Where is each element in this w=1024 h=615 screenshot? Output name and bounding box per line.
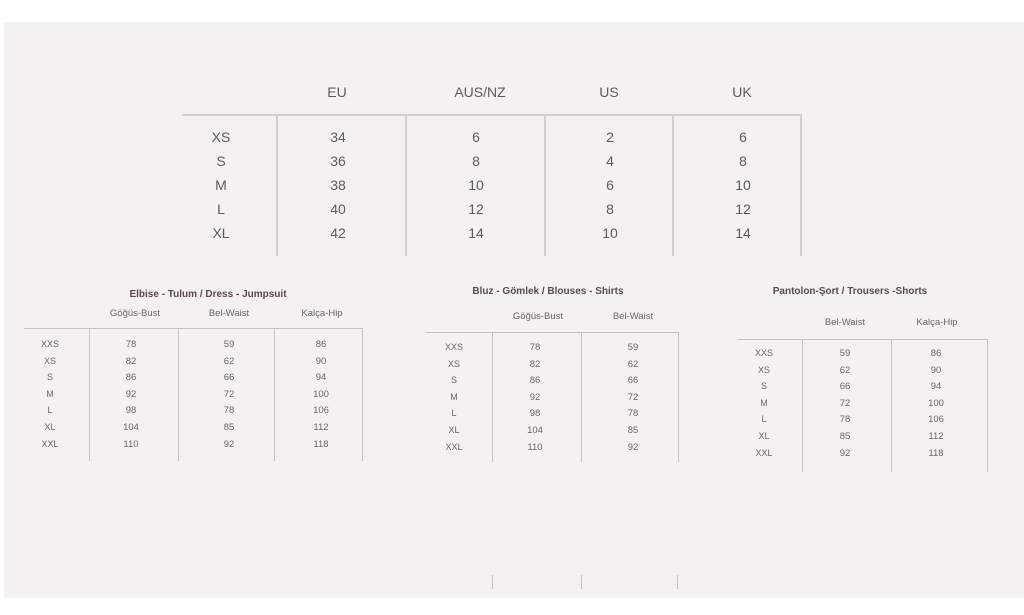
size-label: XS xyxy=(43,355,56,366)
trousers-table-divider xyxy=(987,339,988,472)
main-table-divider xyxy=(544,114,546,256)
measurement-value: 112 xyxy=(928,431,944,442)
measurement-value: 66 xyxy=(627,375,639,387)
size-label: XXL xyxy=(755,447,773,458)
trousers-col-hip: Kalça-Hip xyxy=(916,317,958,328)
measurement-value: 72 xyxy=(223,388,235,400)
main-table-divider xyxy=(276,114,278,256)
size-label: XXS xyxy=(754,348,773,358)
measurement-value: 90 xyxy=(930,364,942,376)
trousers-table-top-rule xyxy=(738,339,988,340)
size-label: M xyxy=(46,388,54,399)
size-value: 38 xyxy=(330,177,346,193)
measurement-value: 86 xyxy=(529,375,541,387)
measurement-value: 66 xyxy=(839,381,851,393)
measurement-value: 59 xyxy=(223,339,235,350)
measurement-value: 62 xyxy=(223,355,235,367)
blouse-table-top-rule xyxy=(426,332,678,333)
dress-col-waist: Bel-Waist xyxy=(208,308,250,319)
trousers-col-waist: Bel-Waist xyxy=(824,317,866,328)
size-value: 6 xyxy=(739,129,747,145)
size-label: XL xyxy=(448,425,460,435)
size-label: XL xyxy=(758,431,770,441)
header-aus-nz: AUS/NZ xyxy=(454,84,506,100)
size-value: 6 xyxy=(606,177,614,193)
size-label: XXL xyxy=(41,438,59,449)
measurement-value: 104 xyxy=(527,425,543,436)
size-value: 42 xyxy=(330,225,346,241)
measurement-value: 82 xyxy=(125,355,137,367)
measurement-value: 100 xyxy=(313,388,329,400)
size-label: XL xyxy=(212,225,230,241)
dress-table-divider xyxy=(89,328,90,461)
measurement-value: 92 xyxy=(529,391,541,403)
measurement-value: 78 xyxy=(839,414,851,426)
main-table-divider xyxy=(405,114,407,256)
dress-table-top-rule xyxy=(24,328,362,329)
size-value: 36 xyxy=(330,153,346,169)
size-label: L xyxy=(47,405,53,416)
main-table-divider xyxy=(672,114,674,256)
size-value: 12 xyxy=(735,201,751,217)
blouse-col-waist: Bel-Waist xyxy=(612,311,654,322)
size-label: M xyxy=(450,391,458,402)
measurement-value: 98 xyxy=(529,408,541,420)
size-value: 8 xyxy=(739,153,747,169)
header-eu: EU xyxy=(327,84,347,100)
size-label: XXS xyxy=(444,342,463,352)
dress-table-divider xyxy=(362,328,363,461)
size-label: L xyxy=(761,414,767,425)
trousers-table-divider xyxy=(802,339,803,472)
size-label: S xyxy=(46,372,53,383)
size-label: L xyxy=(451,408,457,419)
trousers-table-title: Pantolon-Şort / Trousers -Shorts xyxy=(772,286,928,297)
size-label: XS xyxy=(447,358,460,369)
measurement-value: 62 xyxy=(627,358,639,370)
main-table-top-rule xyxy=(182,114,802,116)
size-value: 34 xyxy=(330,129,346,145)
measurement-value: 85 xyxy=(627,425,639,436)
blouse-col-bust: Göğüs-Bust xyxy=(512,311,564,322)
dress-table-divider xyxy=(178,328,179,461)
size-value: 40 xyxy=(330,201,346,217)
size-value: 10 xyxy=(735,177,751,193)
measurement-value: 78 xyxy=(125,339,137,350)
measurement-value: 94 xyxy=(930,381,942,393)
measurement-value: 110 xyxy=(527,441,543,453)
size-value: 14 xyxy=(735,225,751,241)
bottom-divider xyxy=(677,575,678,589)
blouse-table-divider xyxy=(581,332,582,462)
size-value: 14 xyxy=(468,225,484,241)
measurement-value: 104 xyxy=(123,422,139,433)
size-label: M xyxy=(760,397,768,408)
dress-table-title: Elbise - Tulum / Dress - Jumpsuit xyxy=(129,289,287,300)
measurement-value: 85 xyxy=(223,422,235,433)
dress-col-bust: Göğüs-Bust xyxy=(109,308,161,319)
measurement-value: 86 xyxy=(125,372,137,384)
size-label: M xyxy=(215,177,227,193)
measurement-value: 100 xyxy=(928,397,944,409)
measurement-value: 92 xyxy=(839,447,851,459)
measurement-value: 72 xyxy=(839,397,851,409)
bottom-divider xyxy=(581,575,582,589)
size-label: S xyxy=(760,381,767,392)
bottom-divider xyxy=(492,575,493,589)
header-uk: UK xyxy=(732,84,752,100)
size-value: 4 xyxy=(606,153,614,169)
measurement-value: 59 xyxy=(839,348,851,359)
main-table-divider xyxy=(800,114,802,256)
size-label: XS xyxy=(757,364,770,375)
size-label: XXL xyxy=(445,441,463,452)
size-value: 10 xyxy=(468,177,484,193)
size-value: 10 xyxy=(602,225,618,241)
header-us: US xyxy=(599,84,619,100)
size-label: S xyxy=(216,153,226,169)
size-label: L xyxy=(217,201,225,217)
size-value: 2 xyxy=(606,129,614,145)
measurement-value: 78 xyxy=(627,408,639,420)
measurement-value: 92 xyxy=(223,438,235,450)
measurement-value: 62 xyxy=(839,364,851,376)
measurement-value: 86 xyxy=(930,348,942,359)
measurement-value: 94 xyxy=(315,372,327,384)
size-label: S xyxy=(450,375,457,386)
trousers-table-divider xyxy=(891,339,892,472)
size-label: XS xyxy=(211,129,231,145)
size-label: XXS xyxy=(40,339,59,349)
measurement-value: 92 xyxy=(125,388,137,400)
measurement-value: 72 xyxy=(627,391,639,403)
dress-col-hip: Kalça-Hip xyxy=(301,308,343,319)
measurement-value: 98 xyxy=(125,405,137,417)
measurement-value: 90 xyxy=(315,355,327,367)
blouse-table-title: Bluz - Gömlek / Blouses - Shirts xyxy=(472,286,624,297)
measurement-value: 106 xyxy=(928,414,944,426)
measurement-value: 78 xyxy=(529,342,541,353)
measurement-value: 92 xyxy=(627,441,639,453)
size-value: 12 xyxy=(468,201,484,217)
measurement-value: 112 xyxy=(313,422,329,433)
dress-table-divider xyxy=(274,328,275,461)
measurement-value: 59 xyxy=(627,342,639,353)
measurement-value: 82 xyxy=(529,358,541,370)
size-value: 8 xyxy=(472,153,480,169)
measurement-value: 110 xyxy=(123,438,139,450)
measurement-value: 118 xyxy=(313,438,329,450)
size-label: XL xyxy=(44,422,56,432)
size-value: 8 xyxy=(606,201,614,217)
measurement-value: 78 xyxy=(223,405,235,417)
size-value: 6 xyxy=(472,129,480,145)
measurement-value: 85 xyxy=(839,431,851,442)
measurement-value: 86 xyxy=(315,339,327,350)
measurement-value: 66 xyxy=(223,372,235,384)
blouse-table-divider xyxy=(678,332,679,462)
measurement-value: 118 xyxy=(928,447,944,459)
measurement-value: 106 xyxy=(313,405,329,417)
blouse-table-divider xyxy=(492,332,493,462)
